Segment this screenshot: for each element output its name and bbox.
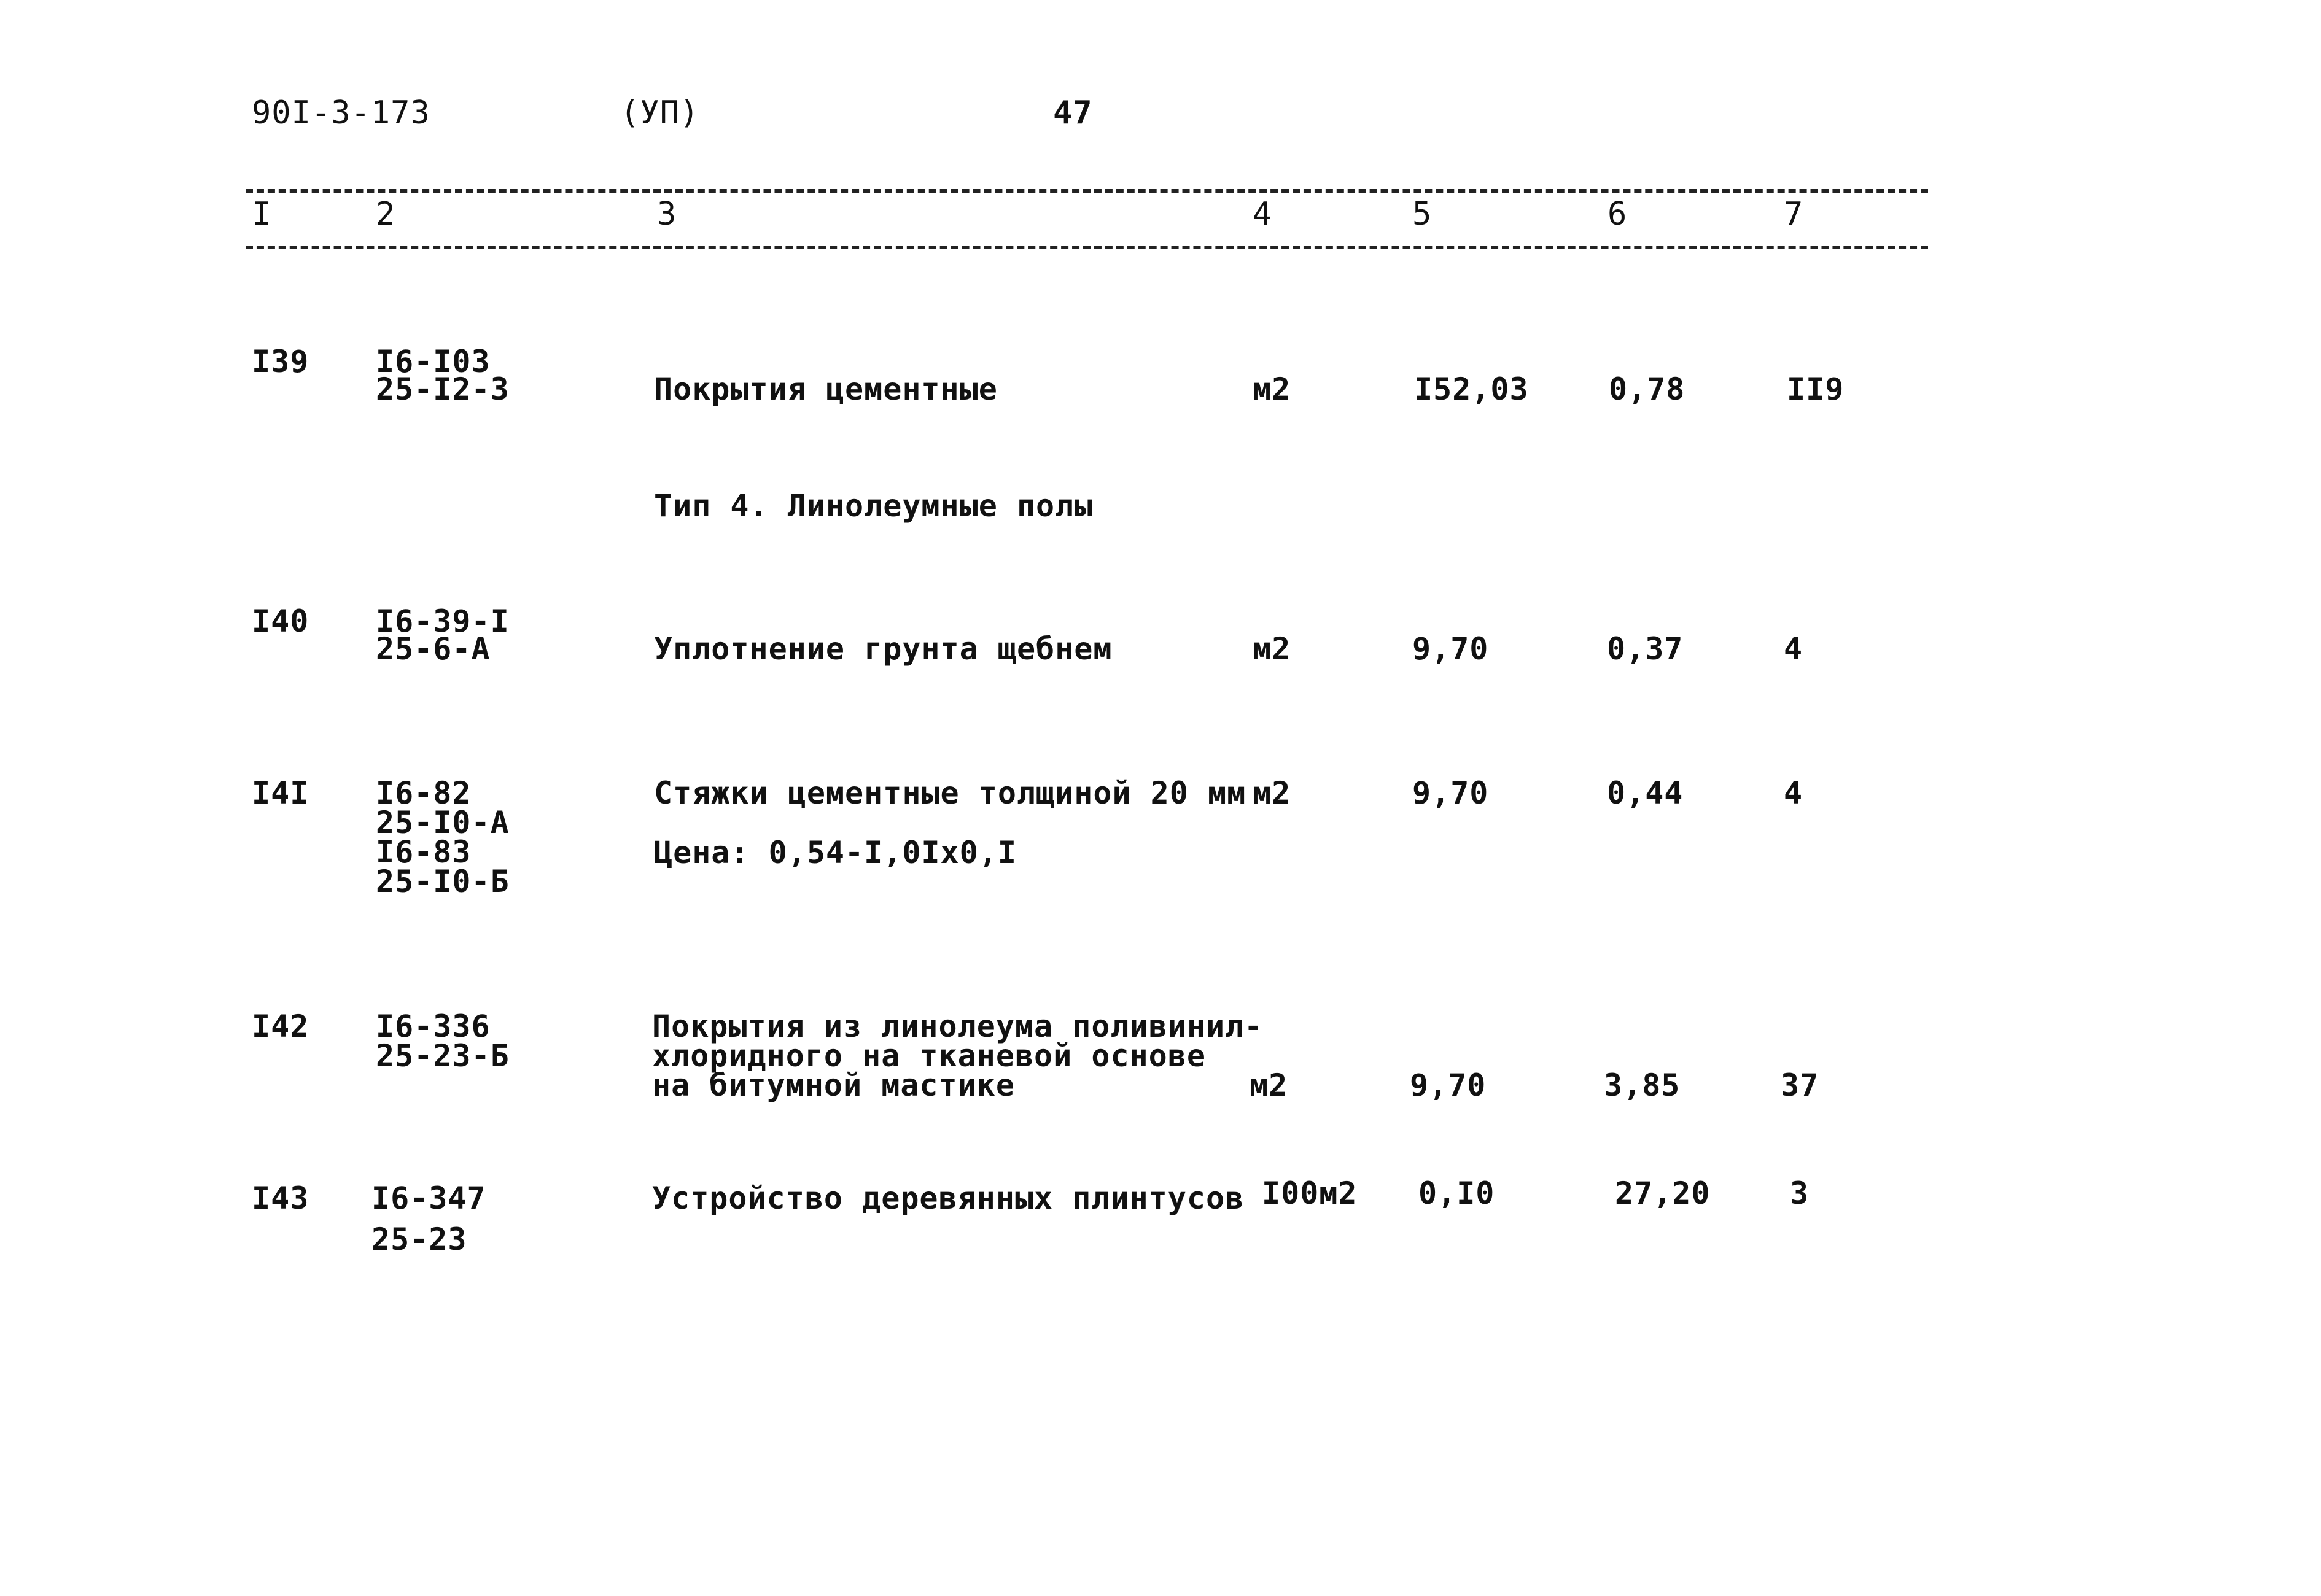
row-unit: м2: [1253, 775, 1291, 811]
row-quantity: 9,70: [1412, 775, 1489, 811]
row-description: Покрытия из линолеума поливинил-: [652, 1009, 1264, 1044]
row-unit-price: 3,85: [1604, 1067, 1681, 1103]
row-code: 25-I2-3: [376, 371, 510, 407]
row-total: 4: [1784, 775, 1803, 811]
row-quantity: 9,70: [1410, 1067, 1487, 1103]
row-number: I40: [252, 603, 309, 639]
section-heading: Тип 4. Линолеумные полы: [654, 488, 1094, 524]
document-series: (УП): [620, 95, 700, 131]
row-code: 25-23: [371, 1222, 467, 1257]
column-header-6: 6: [1608, 196, 1628, 233]
row-code: I6-82: [376, 775, 472, 811]
row-code: I6-39-I: [376, 603, 510, 639]
row-total: 4: [1784, 631, 1803, 667]
row-code: 25-I0-А: [376, 805, 510, 840]
row-description: Уплотнение грунта щебнем: [654, 631, 1113, 667]
row-description: Стяжки цементные толщиной 20 мм: [654, 775, 1246, 811]
column-header-1: I: [252, 196, 272, 233]
row-code: 25-I0-Б: [376, 864, 510, 899]
row-description: Устройство деревянных плинтусов: [652, 1180, 1245, 1216]
row-number: I4I: [252, 775, 309, 811]
column-header-7: 7: [1784, 196, 1804, 233]
row-quantity: 0,I0: [1418, 1176, 1495, 1211]
table-header-bottom-rule: [246, 246, 1928, 249]
row-unit-price: 27,20: [1615, 1176, 1711, 1211]
row-unit-price: 0,78: [1609, 371, 1685, 407]
row-unit-price: 0,44: [1607, 775, 1684, 811]
row-unit: м2: [1250, 1067, 1288, 1103]
row-code: I6-83: [376, 834, 472, 870]
row-description: хлоридного на тканевой основе: [652, 1038, 1206, 1074]
column-header-5: 5: [1412, 196, 1433, 233]
row-unit: м2: [1253, 631, 1291, 667]
row-total: 37: [1781, 1067, 1819, 1103]
row-number: I42: [252, 1009, 309, 1044]
row-note: Цена: 0,54-I,0Ix0,I: [654, 835, 1017, 870]
row-code: 25-6-А: [376, 631, 491, 667]
row-unit: м2: [1253, 371, 1291, 407]
row-description: на битумной мастике: [652, 1067, 1015, 1103]
row-quantity: 9,70: [1412, 631, 1489, 667]
column-header-3: 3: [657, 196, 677, 233]
row-number: I43: [252, 1180, 309, 1216]
row-total: II9: [1787, 371, 1845, 407]
column-header-2: 2: [376, 196, 396, 233]
row-quantity: I52,03: [1414, 371, 1529, 407]
table-header-top-rule: [246, 189, 1928, 193]
row-code: I6-336: [376, 1009, 491, 1044]
row-number: I39: [252, 344, 309, 379]
row-unit-price: 0,37: [1607, 631, 1684, 667]
row-code: 25-23-Б: [376, 1038, 510, 1074]
row-description: Покрытия цементные: [654, 371, 998, 407]
row-code: I6-347: [371, 1180, 486, 1216]
document-code: 90I-3-173: [252, 95, 430, 131]
row-total: 3: [1790, 1176, 1810, 1211]
row-unit: I00м2: [1262, 1176, 1358, 1211]
page-number: 47: [1053, 95, 1093, 131]
row-code: I6-I03: [376, 344, 491, 379]
column-header-4: 4: [1253, 196, 1273, 233]
